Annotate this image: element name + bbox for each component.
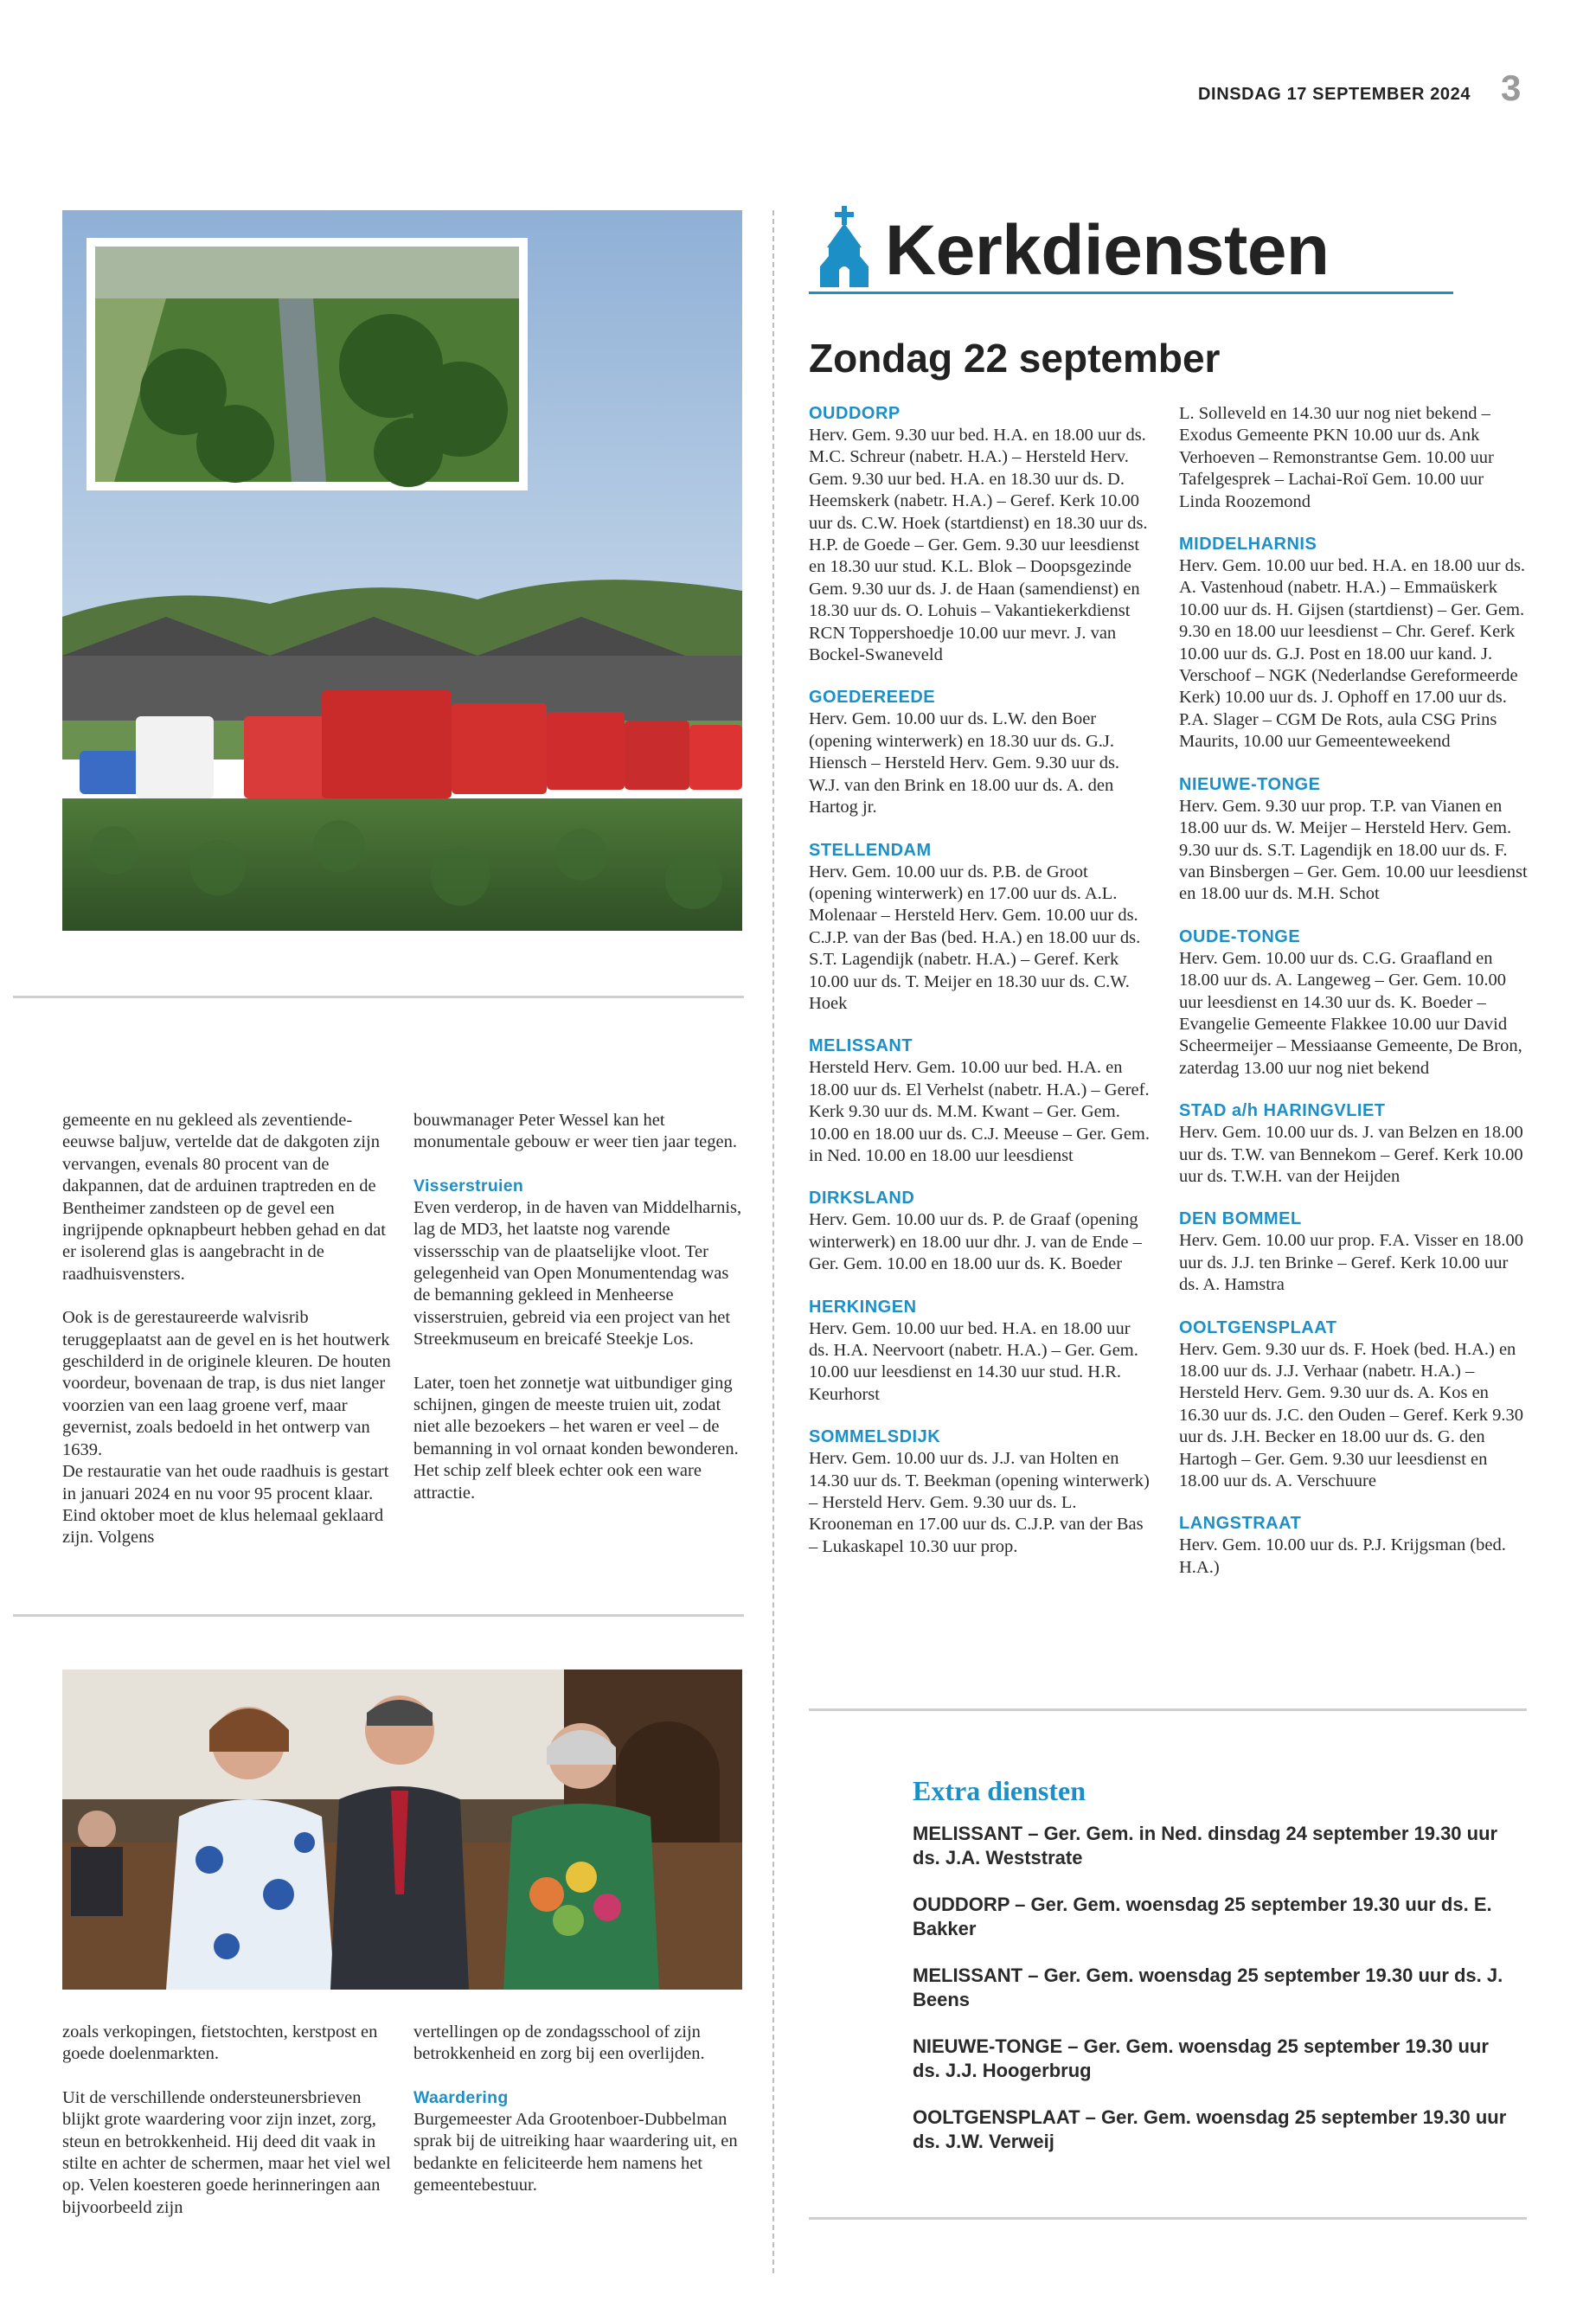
place-heading: DEN BOMMEL xyxy=(1179,1209,1302,1229)
place-heading: SOMMELSDIJK xyxy=(809,1427,941,1447)
place-heading: OUDDORP xyxy=(809,404,901,423)
article1-column-2 xyxy=(413,1110,747,1526)
service-listing: Herv. Gem. 10.00 uur prop. F.A. Visser en 18.00 uur ds. J.J. ten Brinke – Geref. Kerk 10.00 uur ds. A. Hamstra xyxy=(1179,1231,1523,1295)
article1-paragraph: Even verderop, in de haven van Middelharnis, lag de MD3, het laatste nog varende vissersschip van de plaatselijke vloot. Ter gelegenheid van Open Monumentendag was de bemanning gekleed in Menheerse visserstruien, gebreid via een project van het Streekmuseum en breicafé Steekje Los. xyxy=(413,1197,742,1349)
services-column-1 xyxy=(809,403,1151,1558)
article2-column-1 xyxy=(62,2022,395,2240)
extra-service-item: NIEUWE-TONGE – Ger. Gem. woensdag 25 september 19.30 uur ds. J.J. Hoogerbrug xyxy=(913,2035,1489,2081)
award-ceremony-illustration xyxy=(62,1670,742,1990)
extra-service-item: MELISSANT – Ger. Gem. woensdag 25 september 19.30 uur ds. J. Beens xyxy=(913,1965,1503,2010)
section-title: Kerkdiensten xyxy=(885,211,1330,290)
article2-paragraph: zoals verkopingen, fietstochten, kerstpost en goede doelenmarkten. xyxy=(62,2022,378,2064)
page-number: 3 xyxy=(1501,67,1522,108)
extra-services-title: Extra diensten xyxy=(913,1775,1086,1806)
service-listing: Herv. Gem. 10.00 uur ds. C.G. Graafland en 18.00 uur ds. A. Langeweg – Ger. Gem. 10.00 uur leesdienst en 14.30 uur ds. K. Boeder – Evangelie Gemeente Flakkee 10.00 uur David Scheermeijer – Messiaanse Gemeente, De Bron, zaterdag 13.00 uur nog niet bekend xyxy=(1179,948,1522,1078)
place-heading: STAD a/h HARINGVLIET xyxy=(1179,1101,1386,1121)
place-heading: STELLENDAM xyxy=(809,840,932,860)
service-listing: Herv. Gem. 10.00 uur ds. J.J. van Holten en 14.30 uur ds. T. Beekman (opening winterwerk) – Hersteld Herv. Gem. 9.30 uur ds. L. Krooneman en 17.00 uur ds. C.J.P. van der Bas – Lukaskapel 10.30 uur prop. xyxy=(809,1449,1150,1556)
service-listing: Herv. Gem. 10.00 uur ds. L.W. den Boer (opening winterwerk) en 18.30 uur ds. G.J. Hiensch – Hersteld Herv. Gem. 9.30 uur ds. W.J. van den Brink en 18.00 uur ds. A. den Hartog jr. xyxy=(809,709,1120,817)
place-heading: GOEDEREEDE xyxy=(809,688,936,708)
article2-paragraph: vertellingen op de zondagsschool of zijn betrokkenheid en zorg bij een overlijden. xyxy=(413,2022,705,2064)
article1-paragraph: bouwmanager Peter Wessel kan het monumentale gebouw er weer tien jaar tegen. xyxy=(413,1111,737,1152)
service-listing: Herv. Gem. 9.30 uur ds. F. Hoek (bed. H.A.) en 18.00 uur ds. J.J. Verhaar (nabetr. H.A.) – Hersteld Herv. Gem. 9.30 uur ds. A. Kos en 16.30 uur ds. J.C. den Ouden – Geref. Kerk 9.30 uur ds. J.H. Becker en 18.00 uur ds. G. den Hartogh – Ger. Gem. 9.30 uur leesdienst en 18.00 uur ds. A. Verschuure xyxy=(1179,1339,1523,1491)
place-heading: MELISSANT xyxy=(809,1036,913,1056)
service-listing-continued: L. Solleveld en 14.30 uur nog niet bekend – Exodus Gemeente PKN 10.00 uur ds. Ank Verhoeven – Remonstrantse Gem. 10.00 uur Tafelgesprek – Lachai-Roï Gem. 10.00 uur Linda Roozemond xyxy=(1179,404,1494,511)
service-listing: Hersteld Herv. Gem. 10.00 uur bed. H.A. en 18.00 uur ds. El Verhelst (nabetr. H.A.) – Geref. Kerk 9.30 uur ds. M.M. Kwant – Ger. Gem. 10.00 en 18.00 uur ds. C.J. Meeuse – Ger. Gem. in Ned. 10.00 en 18.00 uur leesdienst xyxy=(809,1058,1151,1165)
service-listing: Herv. Gem. 10.00 uur ds. P.J. Krijgsman (bed. H.A.) xyxy=(1179,1535,1506,1577)
article1-paragraph: De restauratie van het oude raadhuis is gestart in januari 2024 en nu voor 95 procent klaar. Eind oktober moet de klus helemaal geklaard zijn. Volgens xyxy=(62,1462,389,1548)
extra-service-item: OOLTGENSPLAAT – Ger. Gem. woensdag 25 september 19.30 uur ds. J.W. Verweij xyxy=(913,2106,1507,2152)
award-ceremony-photo xyxy=(62,1670,742,1990)
article2-column-2 xyxy=(413,2022,747,2218)
extra-service-item: MELISSANT – Ger. Gem. in Ned. dinsdag 24 september 19.30 uur ds. J.A. Weststrate xyxy=(913,1823,1498,1868)
article1-paragraph: Ook is de gerestaureerde walvisrib teruggeplaatst aan de gevel en is het houtwerk geschilderd in de originele kleuren. De houten voordeur, bovenaan de trap, is dus niet langer voorzien van een laag groene verf, maar gevernist, zoals bedoeld in het ontwerp van 1639. xyxy=(62,1308,391,1459)
article2-paragraph: Burgemeester Ada Grootenboer-Dubbelman sprak bij de uitreiking haar waardering uit, en bedankte en feliciteerde hem namens het gemeentebestuur. xyxy=(413,2109,738,2195)
place-heading: DIRKSLAND xyxy=(809,1189,915,1208)
page-date: DINSDAG 17 SEPTEMBER 2024 xyxy=(1198,85,1471,104)
church-icon xyxy=(820,206,869,289)
service-listing: Herv. Gem. 10.00 uur bed. H.A. en 18.00 uur ds. A. Vastenhoud (nabetr. H.A.) – Emmaüskerk 10.00 uur ds. H. Gijsen (startdienst) – Ger. Gem. 9.30 en 18.00 uur leesdienst – Chr. Geref. Kerk 10.00 uur ds. G.J. Post en 18.00 uur kand. J. Verschoof – NGK (Nederlandse Gereformeerde Kerk) 10.00 uur ds. J. Ophoff en 17.00 uur ds. P.A. Slager – CGM De Rots, aula CSG Prins Maurits, 10.00 uur Gemeenteweekend xyxy=(1179,556,1526,752)
truck-field-photo xyxy=(62,210,742,931)
service-listing: Herv. Gem. 10.00 uur ds. P.B. de Groot (opening winterwerk) en 17.00 uur ds. A.L. Molenaar – Hersteld Herv. Gem. 10.00 uur ds. C.J.P. van der Bas (bed. H.A.) en 18.00 uur ds. S.T. Lagendijk (nabetr. H.A.) – Geref. Kerk 10.00 uur ds. T. Meijer en 18.30 uur ds. C.W. Hoek xyxy=(809,862,1141,1013)
service-listing: Herv. Gem. 10.00 uur ds. P. de Graaf (opening winterwerk) en 18.00 uur dhr. J. van de Ende – Ger. Gem. 10.00 en 18.00 uur ds. K. Boeder xyxy=(809,1210,1142,1274)
article1-paragraph: gemeente en nu gekleed als zeventiende-eeuwse baljuw, vertelde dat de dakgoten zijn vervangen, evenals 80 procent van de dakpannen, dat de arduinen traptreden en de Bentheimer zandsteen op de gevel een ingrijpende opknapbeurt hebben gehad en dat er isolerend glas is aangebracht in de raadhuisvensters. xyxy=(62,1111,386,1284)
service-date-heading: Zondag 22 september xyxy=(809,336,1221,381)
article2-paragraph: Uit de verschillende ondersteunersbrieven blijkt grote waardering voor zijn inzet, zorg, steun en betrokkenheid. Hij deed dit vaak in stilte en achter de schermen, maar het viel wel op. Velen koesteren goede herinneringen aan bijvoorbeeld zijn xyxy=(62,2087,391,2217)
article1-paragraph: Later, toen het zonnetje wat uitbundiger ging schijnen, gingen de meeste truien uit, zodat niet alle bezoekers – het waren er veel – de bemanning in vol ornaat konden bewonderen. Het schip zelf bleek echter ook een ware attractie. xyxy=(413,1373,739,1503)
truck-field-illustration xyxy=(62,210,742,931)
service-listing: Herv. Gem. 10.00 uur ds. J. van Belzen en 18.00 uur ds. T.W. van Bennekom – Geref. Kerk 10.00 uur ds. T.W.H. van der Heijden xyxy=(1179,1123,1523,1186)
place-heading: NIEUWE-TONGE xyxy=(1179,774,1321,794)
place-heading: OOLTGENSPLAAT xyxy=(1179,1317,1337,1337)
extra-services-list xyxy=(913,1822,1518,2154)
article2-subhead: Waardering xyxy=(413,2087,509,2107)
extra-service-item: OUDDORP – Ger. Gem. woensdag 25 september 19.30 uur ds. E. Bakker xyxy=(913,1894,1492,1939)
service-listing: Herv. Gem. 9.30 uur prop. T.P. van Vianen en 18.00 uur ds. W. Meijer – Hersteld Herv. Gem. 9.30 uur ds. S.T. Lagendijk en 18.00 uur ds. F. van Binsbergen – Ger. Gem. 10.00 uur leesdienst en 18.00 uur ds. M.H. Schot xyxy=(1179,796,1528,904)
place-heading: MIDDELHARNIS xyxy=(1179,535,1317,554)
extra-services xyxy=(913,1773,1518,2176)
service-listing: Herv. Gem. 9.30 uur bed. H.A. en 18.00 uur ds. M.C. Schreur (nabetr. H.A.) – Hersteld Herv. Gem. 9.30 uur bed. H.A. en 18.30 uur ds. D. Heemskerk (nabetr. H.A.) – Geref. Kerk 10.00 uur ds. C.W. Hoek (startdienst) en 18.30 uur ds. H.P. de Goede – Ger. Gem. 9.30 uur leesdienst en 18.30 uur stud. K.L. Blok – Doopsgezinde Gem. 9.30 uur ds. J. de Haan (samendienst) en 18.30 uur ds. O. Lohuis – Vakantiekerkdienst RCN Toppershoedje 10.00 uur mevr. J. van Bockel-Swaneveld xyxy=(809,426,1148,665)
article1-subhead: Visserstruien xyxy=(413,1176,524,1195)
service-listing: Herv. Gem. 10.00 uur bed. H.A. en 18.00 uur ds. H.A. Neervoort (nabetr. H.A.) – Ger. Gem. 10.00 uur leesdienst en 14.30 uur stud. H.R. Keurhorst xyxy=(809,1318,1138,1404)
article1-column-1 xyxy=(62,1110,391,1571)
place-heading: OUDE-TONGE xyxy=(1179,926,1301,946)
place-heading: HERKINGEN xyxy=(809,1297,917,1317)
place-heading: LANGSTRAAT xyxy=(1179,1514,1302,1534)
services-column-2 xyxy=(1179,403,1529,1579)
